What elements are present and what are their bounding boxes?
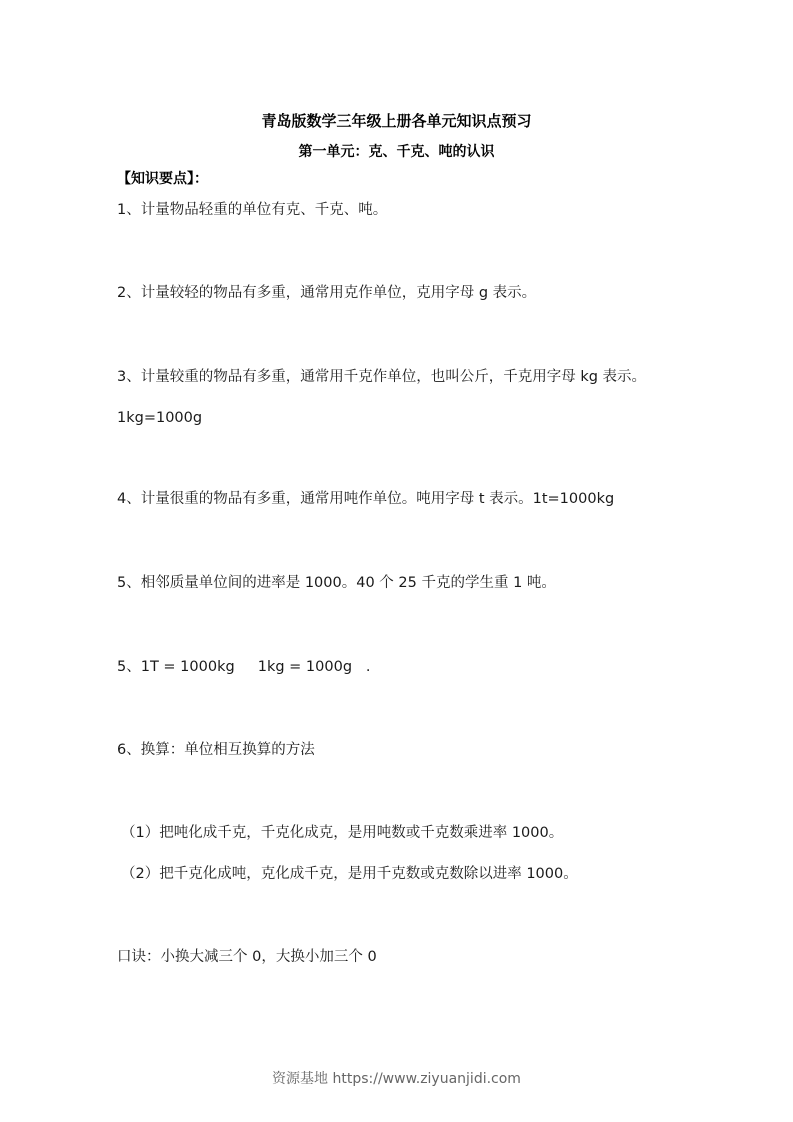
- unit-subtitle: 第一单元：克、千克、吨的认识: [298, 144, 495, 160]
- point-1: 1、计量物品轻重的单位有克、千克、吨。: [117, 202, 388, 218]
- footer-watermark: 资源基地 https://www.ziyuanjidi.com: [272, 1071, 521, 1087]
- method-2: （2）把千克化成吨，克化成千克，是用千克数或克数除以进率 1000。: [121, 866, 578, 882]
- mnemonic: 口诀：小换大减三个 0，大换小加三个 0: [117, 949, 377, 965]
- point-5-formula: 5、1T = 1000kg 1kg = 1000g .: [117, 659, 371, 675]
- method-1: （1）把吨化成千克，千克化成克，是用吨数或千克数乘进率 1000。: [121, 825, 564, 841]
- point-3-formula: 1kg=1000g: [117, 410, 203, 426]
- point-4: 4、计量很重的物品有多重，通常用吨作单位。吨用字母 t 表示。1t=1000kg: [117, 491, 615, 507]
- section-label-key-points: 【知识要点】：: [117, 171, 208, 187]
- document-title: 青岛版数学三年级上册各单元知识点预习: [261, 112, 532, 130]
- point-3: 3、计量较重的物品有多重，通常用千克作单位，也叫公斤，千克用字母 kg 表示。: [117, 369, 647, 385]
- point-5: 5、相邻质量单位间的进率是 1000。40 个 25 千克的学生重 1 吨。: [117, 575, 556, 591]
- point-6: 6、换算：单位相互换算的方法: [117, 742, 315, 758]
- point-2: 2、计量较轻的物品有多重，通常用克作单位，克用字母 g 表示。: [117, 285, 537, 301]
